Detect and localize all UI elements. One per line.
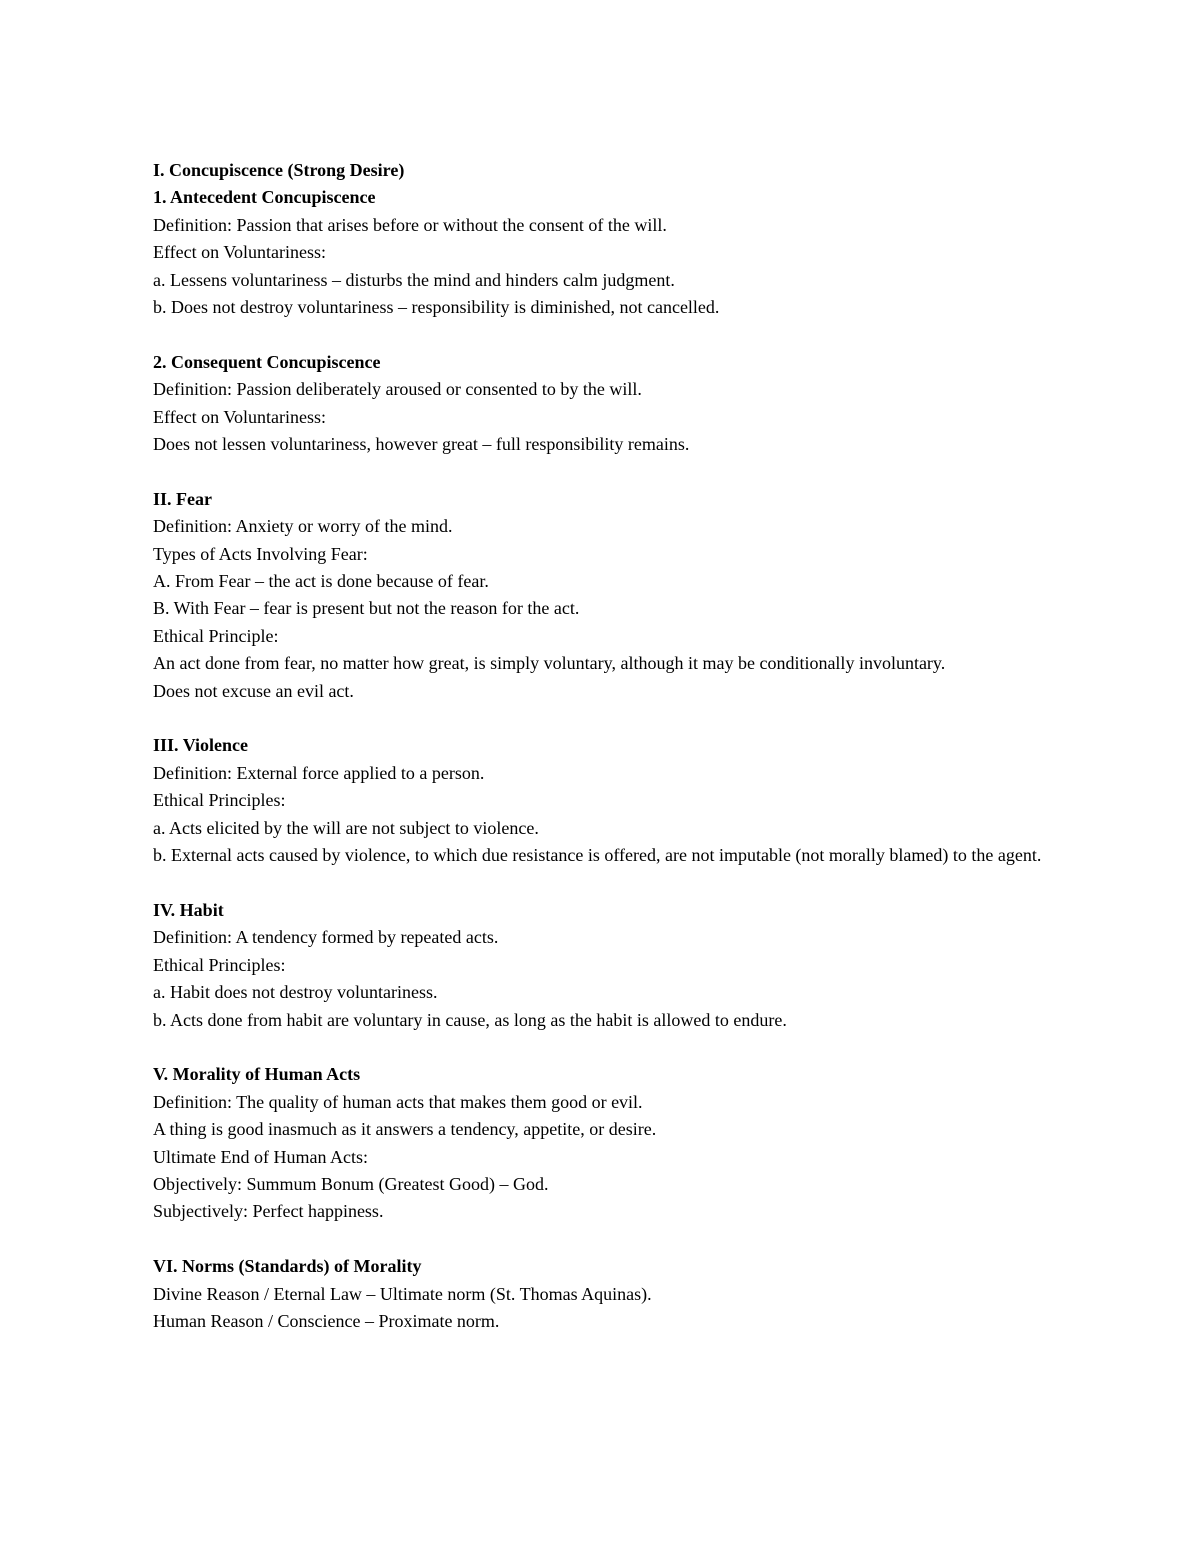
text-line: Objectively: Summum Bonum (Greatest Good) – God.	[153, 1173, 549, 1194]
text-line: Does not lessen voluntariness, however great – full responsibility remains.	[153, 434, 690, 455]
text-line: a. Habit does not destroy voluntariness.	[153, 982, 438, 1003]
section-violence	[153, 732, 1053, 869]
text-line: b. Does not destroy voluntariness – responsibility is diminished, not cancelled.	[153, 297, 720, 318]
text-line: b. Acts done from habit are voluntary in cause, as long as the habit is allowed to endure.	[153, 1009, 787, 1030]
section-morality-of-human-acts	[153, 1061, 1053, 1225]
text-line: Types of Acts Involving Fear:	[153, 543, 368, 564]
text-line: Human Reason / Conscience – Proximate norm.	[153, 1310, 500, 1331]
text-line: Ethical Principle:	[153, 625, 279, 646]
section-habit	[153, 897, 1053, 1034]
section-concupiscence	[153, 157, 1053, 321]
section-heading: I. Concupiscence (Strong Desire)	[153, 160, 405, 180]
definition-line: Definition: Passion that arises before or without the consent of the will.	[153, 214, 667, 235]
text-line: Effect on Voluntariness:	[153, 242, 326, 263]
definition-line: Definition: External force applied to a person.	[153, 762, 485, 783]
definition-line: Definition: Anxiety or worry of the mind.	[153, 516, 453, 537]
text-line: Ultimate End of Human Acts:	[153, 1146, 368, 1167]
text-line: Does not excuse an evil act.	[153, 680, 354, 701]
text-line: Effect on Voluntariness:	[153, 406, 326, 427]
text-line: a. Acts elicited by the will are not subject to violence.	[153, 817, 539, 838]
text-line: a. Lessens voluntariness – disturbs the mind and hinders calm judgment.	[153, 269, 675, 290]
section-norms-of-morality	[153, 1253, 1053, 1335]
definition-line: Definition: The quality of human acts that makes them good or evil.	[153, 1091, 643, 1112]
text-line: Ethical Principles:	[153, 790, 286, 811]
definition-line: Definition: Passion deliberately aroused or consented to by the will.	[153, 379, 642, 400]
section-heading: VI. Norms (Standards) of Morality	[153, 1256, 422, 1277]
document-page	[153, 157, 1053, 1335]
text-line: Ethical Principles:	[153, 954, 286, 975]
subsection-heading: 1. Antecedent Concupiscence	[153, 187, 376, 208]
subsection-heading: 2. Consequent Concupiscence	[153, 351, 381, 372]
text-line: An act done from fear, no matter how great, is simply voluntary, although it may be conditionally involuntary.	[153, 653, 946, 674]
section-heading: V. Morality of Human Acts	[153, 1064, 361, 1085]
text-line: A thing is good inasmuch as it answers a tendency, appetite, or desire.	[153, 1119, 657, 1140]
section-heading: IV. Habit	[153, 899, 224, 920]
text-line: Subjectively: Perfect happiness.	[153, 1201, 384, 1222]
section-heading: III. Violence	[153, 735, 249, 756]
section-fear	[153, 486, 1053, 705]
section-heading: II. Fear	[153, 488, 212, 509]
text-line: Divine Reason / Eternal Law – Ultimate norm (St. Thomas Aquinas).	[153, 1283, 652, 1304]
text-line: B. With Fear – fear is present but not the reason for the act.	[153, 598, 580, 619]
text-line: b. External acts caused by violence, to which due resistance is offered, are not imputable (not morally blamed) to the agent.	[153, 845, 1042, 866]
definition-line: Definition: A tendency formed by repeated acts.	[153, 927, 499, 948]
text-line: A. From Fear – the act is done because of fear.	[153, 571, 489, 592]
section-consequent-concupiscence	[153, 349, 1053, 459]
